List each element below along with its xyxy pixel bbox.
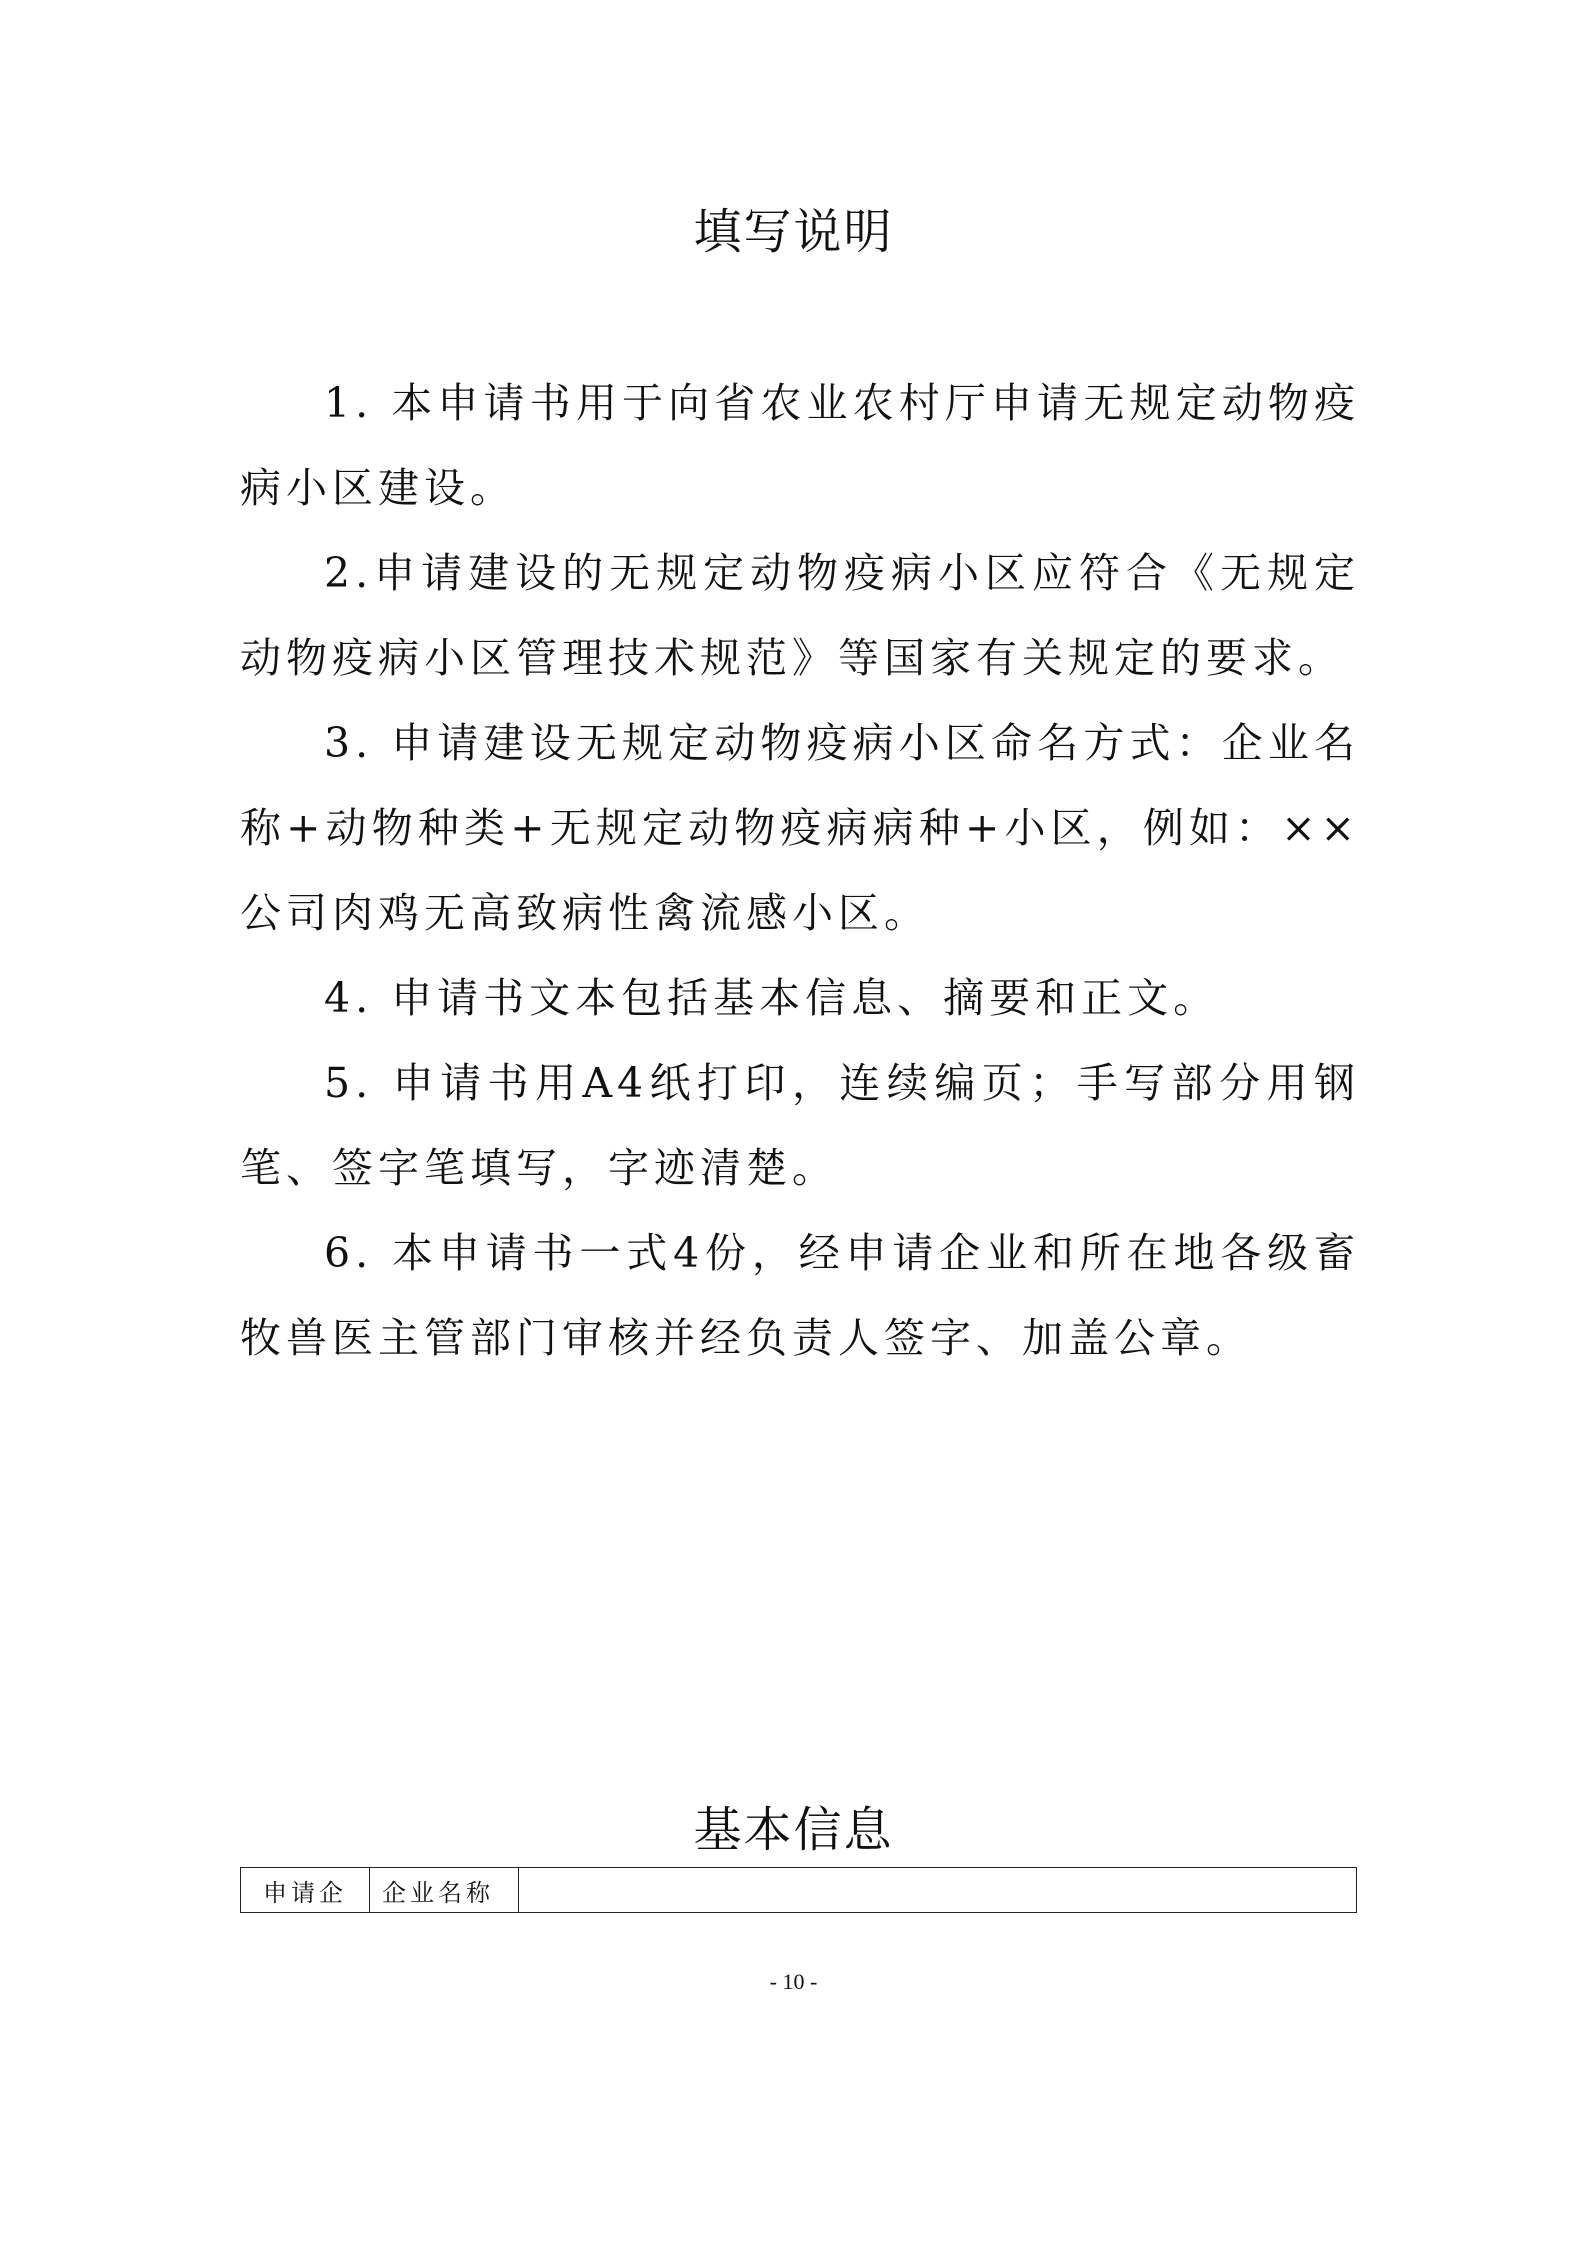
instruction-item-6: 6. 本申请书一式4份，经申请企业和所在地各级畜牧兽医主管部门审核并经负责人签字、加盖公章。 [240, 1229, 1360, 1362]
basic-info-title: 基本信息 [693, 1802, 894, 1858]
company-name-label: 企业名称 [370, 1868, 519, 1913]
instruction-item-1: 1. 本申请书用于向省农业农村厅申请无规定动物疫病小区建设。 [240, 379, 1360, 512]
instruction-item-3: 3. 申请建设无规定动物疫病小区命名方式：企业名称+动物种类+无规定动物疫病病种+小区，例如：××公司肉鸡无高致病性禽流感小区。 [240, 719, 1360, 937]
company-name-field[interactable] [519, 1868, 1357, 1913]
basic-info-table [240, 1867, 1357, 1913]
instructions-title: 填写说明 [693, 204, 894, 260]
instruction-item-2: 2.申请建设的无规定动物疫病小区应符合《无规定动物疫病小区管理技术规范》等国家有关规定的要求。 [240, 549, 1360, 682]
instruction-item-5: 5. 申请书用A4纸打印，连续编页；手写部分用钢笔、签字笔填写，字迹清楚。 [240, 1059, 1360, 1192]
table-row [241, 1868, 1357, 1913]
page-number: - 10 - [769, 1969, 818, 1994]
applicant-row-header: 申请企 [241, 1868, 370, 1913]
instruction-item-4: 4. 申请书文本包括基本信息、摘要和正文。 [324, 974, 1220, 1022]
